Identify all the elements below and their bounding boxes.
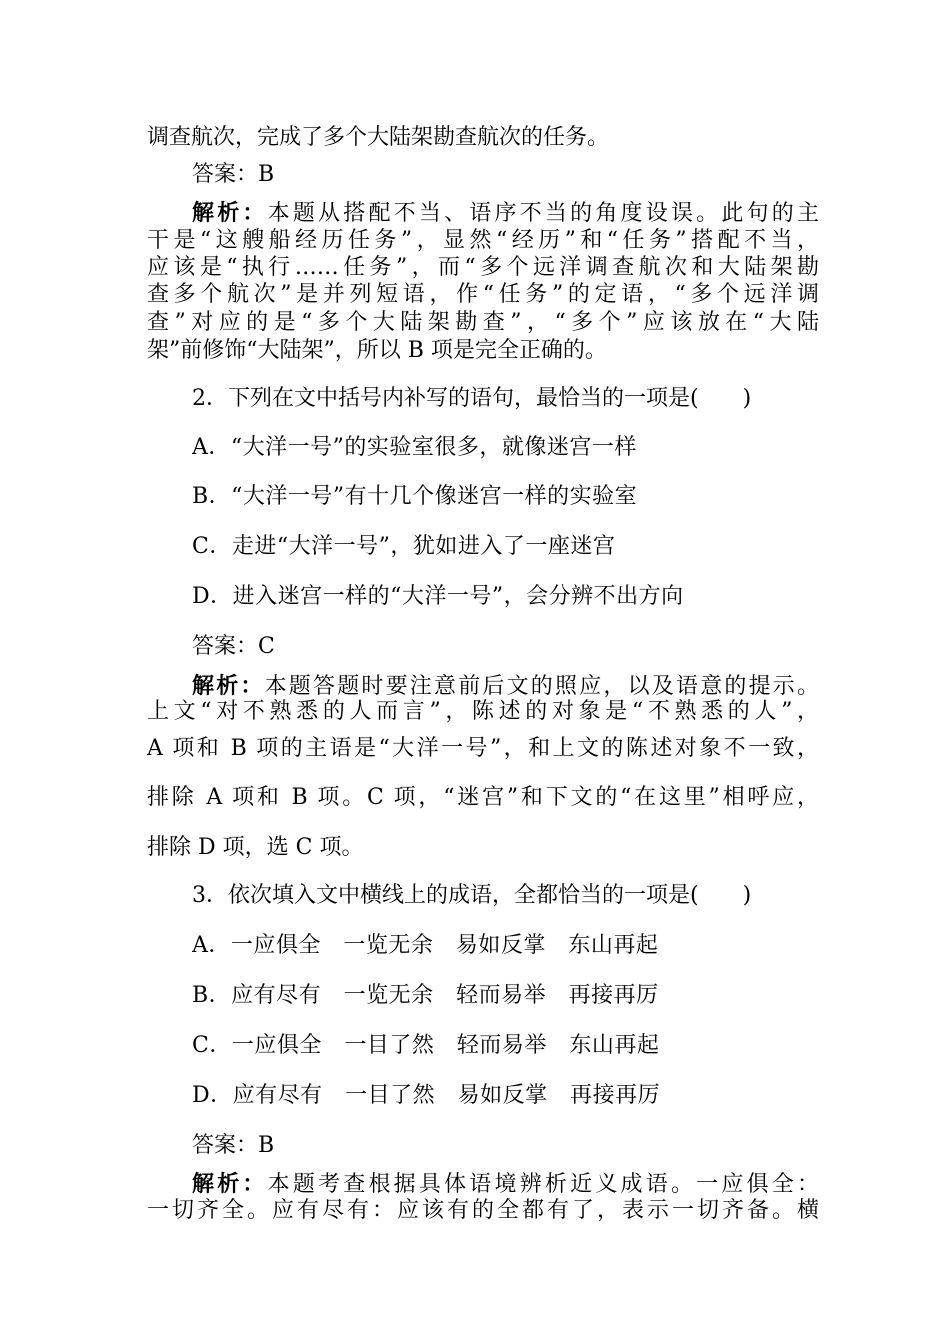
- text-line: 查多个航次”是并列短语，作“任务”的定语，“多个远洋调: [147, 282, 819, 307]
- text-line: 应该是“执行……任务”，而“多个远洋调查航次和大陆架勘: [147, 255, 819, 280]
- analysis-text: 本题考查根据具体语境辨析近义成语。一应俱全：: [267, 1172, 819, 1197]
- analysis-text: 本题答题时要注意前后文的照应，以及语意的提示。: [264, 674, 819, 699]
- question-3: 3．依次填入文中横线上的成语，全都恰当的一项是( ): [192, 883, 752, 908]
- analysis-line: [192, 1169, 819, 1199]
- text-line: A 项和 B 项的主语是“大洋一号”，和上文的陈述对象不一致，: [147, 736, 819, 761]
- option-d: D．应有尽有 一目了然 易如反掌 再接再厉: [192, 1083, 661, 1108]
- analysis-text: 本题从搭配不当、语序不当的角度设误。此句的主: [267, 201, 819, 226]
- analysis-line: [192, 198, 819, 228]
- answer-text: 答案：C: [192, 634, 275, 659]
- text-line: 查”对应的是“多个大陆架勘查”，“多个”应该放在“大陆: [147, 310, 819, 335]
- question-2: 2．下列在文中括号内补写的语句，最恰当的一项是( ): [192, 386, 752, 411]
- option-c: C．走进“大洋一号”，犹如进入了一座迷宫: [192, 534, 616, 559]
- answer-text: 答案：B: [192, 1133, 275, 1158]
- analysis-label: 解析：: [192, 1171, 268, 1197]
- answer-line: [192, 632, 819, 662]
- analysis-label: 解析：: [192, 200, 268, 226]
- text-line: 排除 A 项和 B 项。C 项，“迷宫”和下文的“在这里”相呼应，: [147, 785, 819, 810]
- text-line: 架”前修饰“大陆架”，所以 B 项是完全正确的。: [147, 338, 607, 363]
- option-b: B．“大洋一号”有十几个像迷宫一样的实验室: [192, 484, 638, 509]
- answer-text: 答案：B: [192, 162, 275, 187]
- text-line: 一切齐全。应有尽有：应该有的全都有了，表示一切齐备。横: [147, 1198, 819, 1223]
- option-c: C．一应俱全 一目了然 轻而易举 东山再起: [192, 1033, 660, 1058]
- answer-line: [192, 160, 819, 190]
- text-line: 排除 D 项，选 C 项。: [147, 835, 364, 860]
- option-a: A．“大洋一号”的实验室很多，就像迷宫一样: [192, 435, 637, 460]
- option-d: D．进入迷宫一样的“大洋一号”，会分辨不出方向: [192, 584, 684, 609]
- text-line: 调查航次，完成了多个大陆架勘查航次的任务。: [147, 125, 610, 150]
- analysis-label: 解析：: [192, 673, 265, 699]
- option-a: A．一应俱全 一览无余 易如反掌 东山再起: [192, 933, 659, 958]
- text-line: 干是“这艘船经历任务”，显然“经历”和“任务”搭配不当，: [147, 228, 819, 253]
- option-b: B．应有尽有 一览无余 轻而易举 再接再厉: [192, 983, 659, 1008]
- text-line: 上文“对不熟悉的人而言”，陈述的对象是“不熟悉的人”，: [147, 699, 819, 724]
- answer-line: [192, 1131, 819, 1161]
